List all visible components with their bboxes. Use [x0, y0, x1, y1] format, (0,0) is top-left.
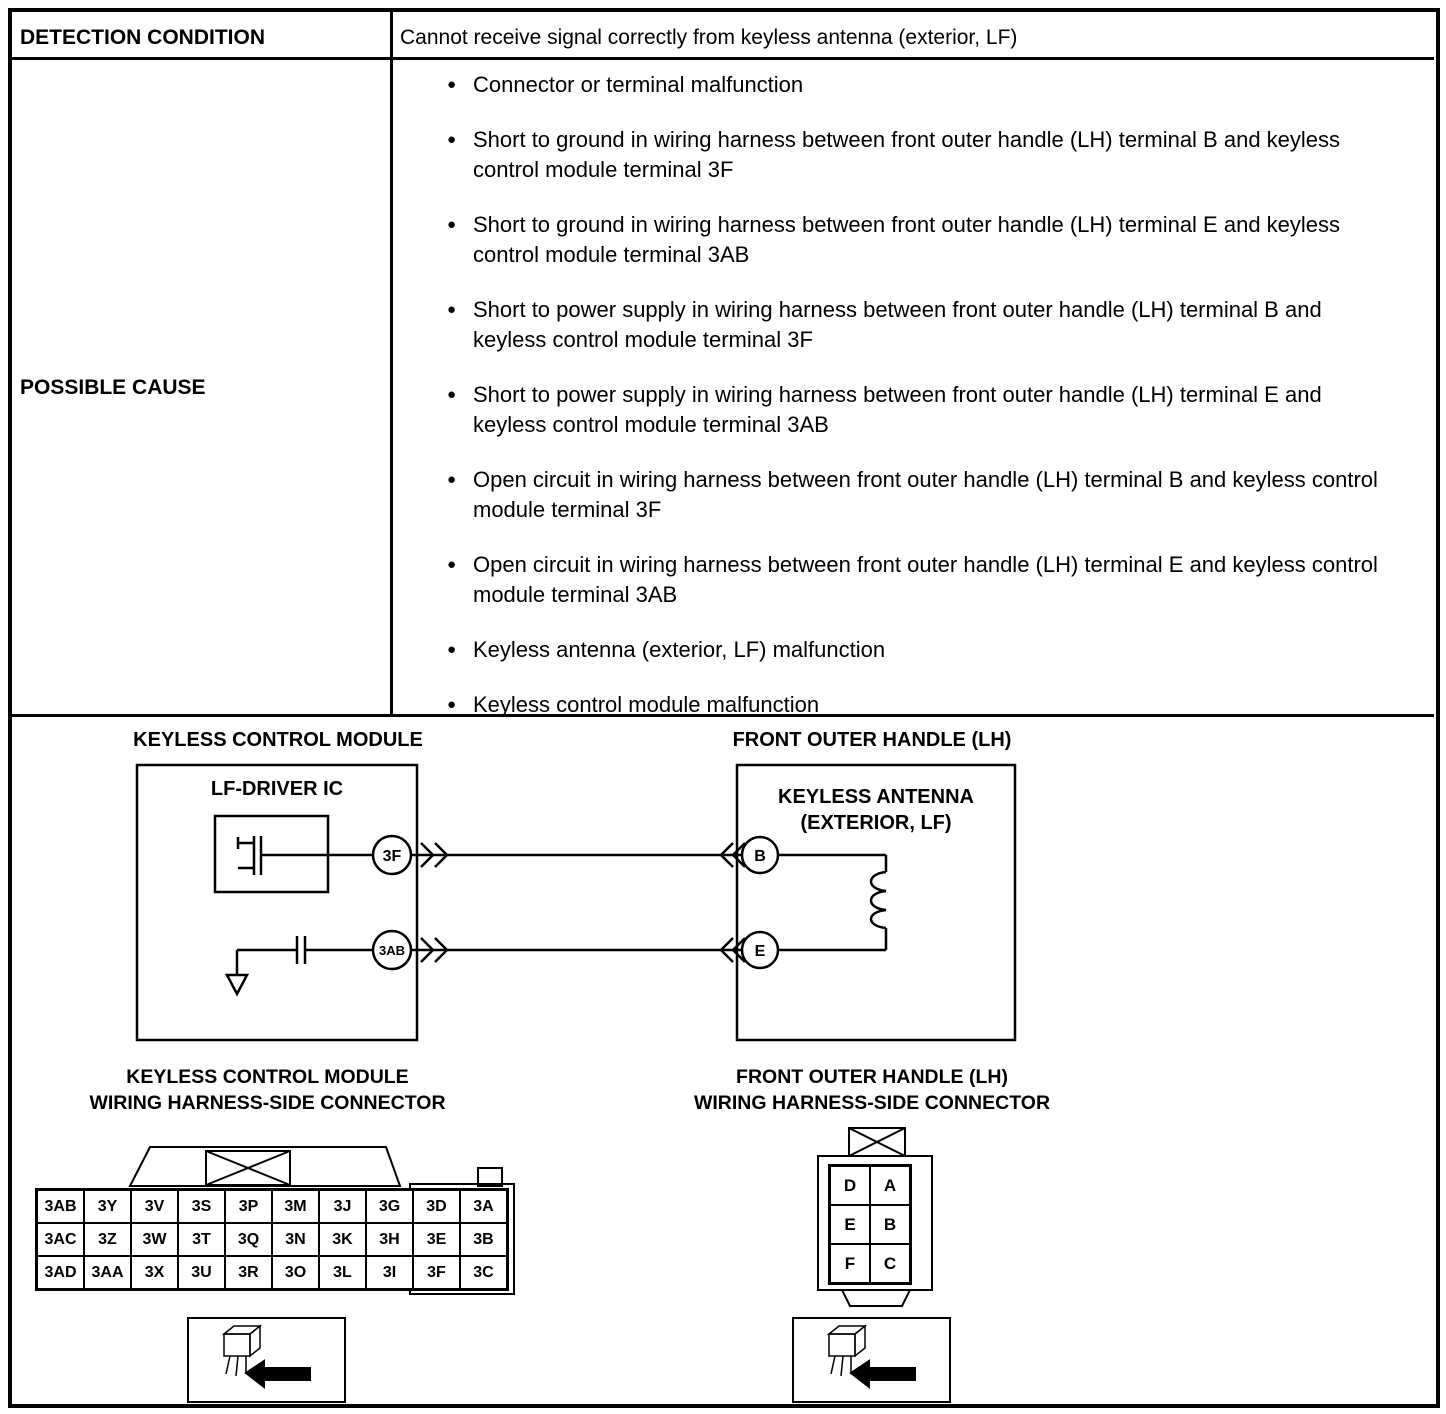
arrow-icon — [246, 1361, 310, 1387]
wire-3ab-to-e — [411, 938, 745, 962]
pin-cell: 3AA — [84, 1256, 131, 1289]
pin-cell: 3T — [178, 1223, 225, 1256]
keyless-control-module-box — [137, 765, 417, 1040]
pin-cell: 3F — [413, 1256, 460, 1289]
pin-cell: C — [870, 1244, 910, 1283]
pin-cell: A — [870, 1166, 910, 1205]
pin-cell: 3U — [178, 1256, 225, 1289]
possible-cause-label: POSSIBLE CAUSE — [20, 376, 206, 399]
cause-item: ● Short to ground in wiring harness between front outer handle (LH) terminal E and keyless control module terminal 3AB — [447, 210, 1383, 270]
pin-cell: 3Q — [225, 1223, 272, 1256]
keyless-antenna-label-line2: (EXTERIOR, LF) — [800, 812, 952, 834]
pin-cell: 3R — [225, 1256, 272, 1289]
cause-item: ● Keyless antenna (exterior, LF) malfunction — [447, 635, 1383, 665]
terminal-b-label: B — [754, 848, 766, 865]
pin-cell: 3O — [272, 1256, 319, 1289]
pin-cell: 3B — [460, 1223, 507, 1256]
pin-cell: 3AC — [37, 1223, 84, 1256]
cause-item: ● Keyless control module malfunction — [447, 690, 1383, 720]
ground-symbol — [227, 950, 247, 994]
pin-cell: 3M — [272, 1190, 319, 1223]
terminal-3ab-label: 3AB — [378, 943, 406, 958]
pin-cell: 3A — [460, 1190, 507, 1223]
pin-cell: 3V — [131, 1190, 178, 1223]
arrow-icon — [851, 1361, 915, 1387]
pin-cell: 3K — [319, 1223, 366, 1256]
pin-cell: 3X — [131, 1256, 178, 1289]
pin-cell: 3Z — [84, 1223, 131, 1256]
connector-view-icon — [188, 1318, 345, 1402]
cause-item: ● Short to power supply in wiring harness between front outer handle (LH) terminal E and keyless control module terminal 3AB — [447, 380, 1383, 440]
cause-item: ● Open circuit in wiring harness between front outer handle (LH) terminal E and keyless control module terminal 3AB — [447, 550, 1383, 610]
detection-condition-label: DETECTION CONDITION — [20, 26, 265, 49]
capacitor-symbol — [237, 936, 373, 964]
pin-cell: 3D — [413, 1190, 460, 1223]
pin-cell: D — [830, 1166, 870, 1205]
detection-condition-value: Cannot receive signal correctly from keyless antenna (exterior, LF) — [400, 26, 1018, 49]
lf-driver-ic-label: LF-DRIVER IC — [210, 778, 344, 800]
pin-cell: E — [830, 1205, 870, 1244]
pin-cell: 3P — [225, 1190, 272, 1223]
cause-item: ● Short to power supply in wiring harness between front outer handle (LH) terminal B and keyless control module terminal 3F — [447, 295, 1383, 355]
pin-cell: 3W — [131, 1223, 178, 1256]
front-outer-handle-box — [737, 765, 1015, 1040]
cause-item: ● Short to ground in wiring harness between front outer handle (LH) terminal B and keyless control module terminal 3F — [447, 125, 1383, 185]
terminal-e-label: E — [754, 943, 766, 960]
cause-item: ● Connector or terminal malfunction — [447, 70, 1383, 100]
left-connector-title-line1: KEYLESS CONTROL MODULE — [126, 1066, 409, 1088]
pin-cell: 3G — [366, 1190, 413, 1223]
pin-cell: 3C — [460, 1256, 507, 1289]
pin-cell: 3J — [319, 1190, 366, 1223]
wire-3f-to-b — [411, 843, 745, 867]
keyless-antenna-label-line1: KEYLESS ANTENNA — [778, 786, 974, 808]
pin-cell: B — [870, 1205, 910, 1244]
pin-cell: 3AB — [37, 1190, 84, 1223]
connector-view-icon — [793, 1318, 950, 1402]
pin-cell: 3AD — [37, 1256, 84, 1289]
pin-cell: 3N — [272, 1223, 319, 1256]
cause-item: ● Open circuit in wiring harness between front outer handle (LH) terminal B and keyless control module terminal 3F — [447, 465, 1383, 525]
pin-cell: 3S — [178, 1190, 225, 1223]
terminal-3f-label: 3F — [382, 848, 402, 865]
right-connector-pin-grid — [828, 1164, 912, 1285]
pin-cell: 3L — [319, 1256, 366, 1289]
right-connector-title-line1: FRONT OUTER HANDLE (LH) — [736, 1066, 1008, 1088]
left-connector-title-line2: WIRING HARNESS-SIDE CONNECTOR — [89, 1092, 446, 1114]
pin-cell: 3H — [366, 1223, 413, 1256]
pin-cell: 3E — [413, 1223, 460, 1256]
left-connector-pin-grid — [35, 1188, 509, 1291]
antenna-coil-symbol — [778, 855, 886, 950]
lf-driver-ic-symbol — [215, 816, 373, 892]
front-outer-handle-title: FRONT OUTER HANDLE (LH) — [732, 729, 1012, 751]
right-connector-title-line2: WIRING HARNESS-SIDE CONNECTOR — [693, 1092, 1051, 1114]
pin-cell: 3I — [366, 1256, 413, 1289]
pin-cell: F — [830, 1244, 870, 1283]
keyless-control-module-title: KEYLESS CONTROL MODULE — [133, 729, 423, 751]
pin-cell: 3Y — [84, 1190, 131, 1223]
